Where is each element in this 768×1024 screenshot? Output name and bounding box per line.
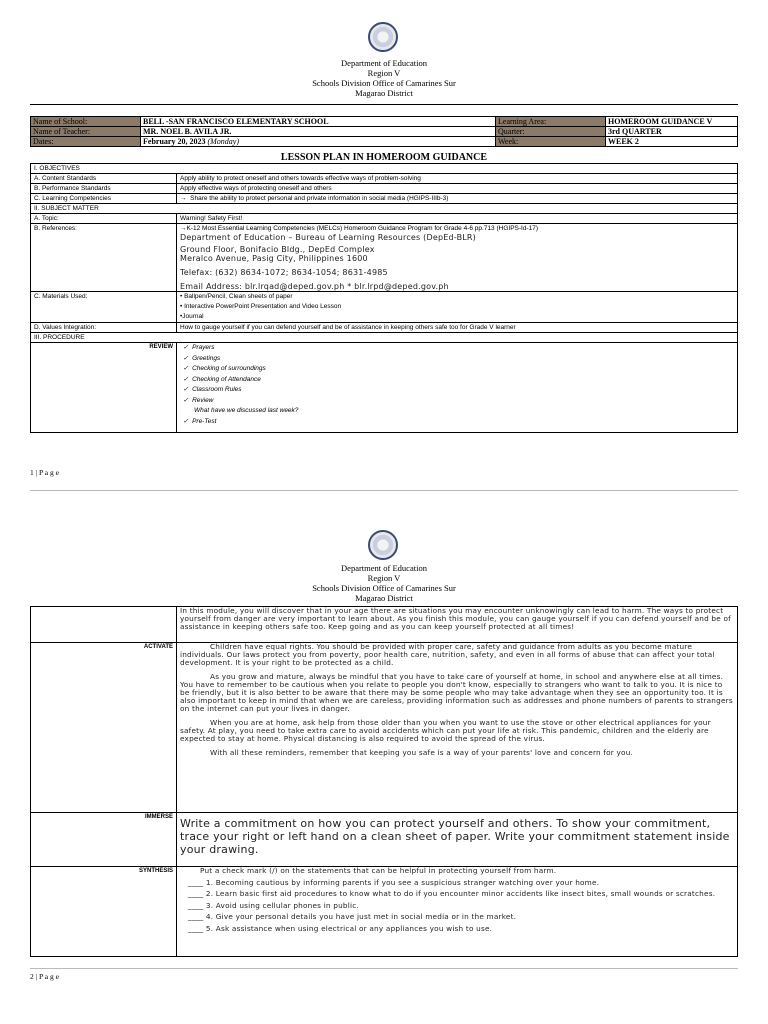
review-list xyxy=(177,343,738,433)
objectives-heading: I. OBJECTIVES xyxy=(31,164,738,174)
performance-standards-label: B. Performance Standards xyxy=(31,184,177,194)
lesson-title: LESSON PLAN IN HOMEROOM GUIDANCE xyxy=(280,152,488,163)
region-name: Region V xyxy=(367,573,401,583)
synthesis-item: ____ 4. Give your personal details you have just met in social media or in the market. xyxy=(188,912,517,921)
region-name: Region V xyxy=(367,68,401,78)
review-item: ✓ Review xyxy=(183,396,214,404)
material-item: • Ballpen/Pencil, Clean sheets of paper xyxy=(180,293,293,300)
activate-label: ACTIVATE xyxy=(31,643,177,813)
dates-label: Dates: xyxy=(31,137,141,147)
school-value: BELL -SAN FRANCISCO ELEMENTARY SCHOOL xyxy=(141,117,496,127)
synthesis-item: ____ 3. Avoid using cellular phones in public. xyxy=(188,900,359,910)
page-number: 1 | P a g e xyxy=(30,468,59,477)
area-label: Learning Area: xyxy=(496,117,606,127)
procedure-heading: III. PROCEDURE xyxy=(31,333,738,343)
district-name: Magarao District xyxy=(355,88,413,98)
immerse-text: Write a commitment on how you can protect yourself and others. To show your commitment, trace your right or left hand on a clean sheet of paper. Write your commitment statement inside your drawing. xyxy=(177,813,738,867)
week-value: WEEK 2 xyxy=(606,137,738,147)
activate-paragraph: When you are at home, ask help from those older than you when you want to use the stove or other electrical appliances for your safety. At play, you need to take extra care to avoid accidents which can put your life at risk. This pandemic, children and the elderly are expected to stay at home. Physical distancing is also required to avoid the spread of the virus. xyxy=(180,718,711,743)
district-name: Magarao District xyxy=(355,593,413,603)
subject-heading: II. SUBJECT MATTER xyxy=(31,204,738,214)
competencies-label: C. Learning Competencies xyxy=(31,194,177,204)
lesson-plan-table xyxy=(30,163,738,433)
ref-email: Email Address: blr.lrqad@deped.gov.ph * blr.lrpd@deped.gov.ph xyxy=(180,282,449,291)
dept-name: Department of Education xyxy=(341,563,427,573)
materials xyxy=(177,292,738,323)
letterhead xyxy=(0,58,768,98)
footer-rule xyxy=(30,968,738,969)
quarter-value: 3rd QUARTER xyxy=(606,127,738,137)
ref-telefax: Telefax: (632) 8634-1072; 8634-1054; 8631-4985 xyxy=(180,268,388,277)
references-label: B. References: xyxy=(31,224,177,292)
procedure-table xyxy=(30,606,738,957)
ref-address2: Meralco Avenue, Pasig City, Philippines 1600 xyxy=(180,254,368,263)
week-label: Week: xyxy=(496,137,606,147)
deped-seal xyxy=(368,22,398,52)
teacher-label: Name of Teacher: xyxy=(31,127,141,137)
material-item: •Journal xyxy=(180,313,204,320)
competency-text: Share the ability to protect personal and private information in social media (HGIPS-IIIb-3) xyxy=(190,195,449,202)
footer-rule xyxy=(30,490,738,491)
division-name: Schools Division Office of Camarines Sur xyxy=(312,78,456,88)
header-rule xyxy=(30,104,738,105)
school-label: Name of School: xyxy=(31,117,141,127)
intro-text: In this module, you will discover that in your age there are situations you may encounter unknowingly can lead to harm. The ways to protect yourself from danger are very important to learn about. As you finish this module, you can gauge yourself if you can defend yourself and be of assistance in keeping others safe too. Keep going and as you can keep yourself protected at all times! xyxy=(177,607,738,643)
ref-melc: →K-12 Most Essential Learning Competencies (MELCs) Homeroom Guidance Program for Grade 4-6 pp.713 (HGIPS-Id-17) xyxy=(180,225,539,232)
quarter-label: Quarter: xyxy=(496,127,606,137)
values-label: D. Values Integration: xyxy=(31,323,177,333)
review-label: REVIEW xyxy=(31,343,177,433)
letterhead xyxy=(0,563,768,603)
day-text: (Monday) xyxy=(207,137,239,146)
review-item: ✓ Pre-Test xyxy=(183,417,217,425)
review-item: ✓ Checking of surroundings xyxy=(183,365,266,372)
values: How to gauge yourself if you can defend yourself and be of assistance in keeping others safe too for Grade V learner xyxy=(177,323,738,333)
empty-cell xyxy=(31,607,177,643)
performance-standards: Apply effective ways of protecting oneself and others xyxy=(177,184,738,194)
ref-blr: Department of Education – Bureau of Learning Resources (DepEd-BLR) xyxy=(180,233,476,242)
teacher-value: MR. NOEL B. AVILA JR. xyxy=(141,127,496,137)
date-text: February 20, 2023 xyxy=(143,137,206,146)
references xyxy=(177,224,738,292)
division-name: Schools Division Office of Camarines Sur xyxy=(312,583,456,593)
activate-paragraph: Children have equal rights. You should be provided with proper care, safety and guidance from adults as you become mature individuals. Our laws protect you from poverty, poor health care, nutrition, safety, and even in all forms of abuse that can affect your total development. It is your right to be protected as a child. xyxy=(180,642,715,667)
topic-label: A. Topic: xyxy=(31,214,177,224)
activate-text xyxy=(177,643,738,813)
content-standards: Apply ability to protect oneself and others towards effective ways of problem-solving xyxy=(177,174,738,184)
synthesis-item: ____ 1. Becoming cautious by informing parents if you see a suspicious stranger watching over your home. xyxy=(188,877,600,887)
synthesis-label: SYNTHESIS xyxy=(31,867,177,957)
review-item: ✓ Greetings xyxy=(183,354,221,362)
page-number: 2 | P a g e xyxy=(30,972,59,981)
topic: Warning! Safety First! xyxy=(177,214,738,224)
synthesis-content xyxy=(177,867,738,957)
dept-name: Department of Education xyxy=(341,58,427,68)
review-item: ✓ Checking of Attendance xyxy=(183,375,261,383)
immerse-label: IMMERSE xyxy=(31,813,177,867)
review-item: ✓ Classroom Rules xyxy=(183,386,242,393)
info-table xyxy=(30,116,738,147)
synthesis-item: ____ 5. Ask assistance when using electrical or any appliances you wish to use. xyxy=(188,923,493,933)
content-standards-label: A. Content Standards xyxy=(31,174,177,184)
material-item: • Interactive PowerPoint Presentation and Video Lesson xyxy=(180,303,342,310)
review-item: ✓ Prayers xyxy=(183,344,215,351)
area-value: HOMEROOM GUIDANCE V xyxy=(606,117,738,127)
synthesis-intro: Put a check mark (/) on the statements that can be helpful in protecting yourself from harm. xyxy=(200,866,557,875)
materials-label: C. Materials Used: xyxy=(31,292,177,323)
arrow-icon: → xyxy=(180,195,187,202)
deped-seal xyxy=(368,530,398,560)
review-question: What have we discussed last week? xyxy=(194,407,299,414)
dates-value xyxy=(141,137,496,147)
competencies xyxy=(177,194,738,204)
activate-paragraph: As you grow and mature, always be mindful that you have to take care of yourself at home, in school and anywhere else at all times. You have to remember to be cautious when you relate to people you don't know, especially to strangers who want to talk to you. It is nice to be friendly, but it is also better to be aware that there may be some people who may take advantage when they see an opportunity too. It is also important to keep in mind that when we are careless, providing information such as addresses and phone numbers of parents to strangers on the internet can put your lives in danger. xyxy=(180,672,733,713)
synthesis-item: ____ 2. Learn basic first aid procedures to know what to do if you encounter minor accidents like insect bites, small wounds or scratches. xyxy=(188,889,716,898)
ref-address1: Ground Floor, Bonifacio Bldg., DepEd Complex xyxy=(180,245,375,254)
activate-paragraph: With all these reminders, remember that keeping you safe is a way of your parents' love and concern for you. xyxy=(210,748,634,757)
